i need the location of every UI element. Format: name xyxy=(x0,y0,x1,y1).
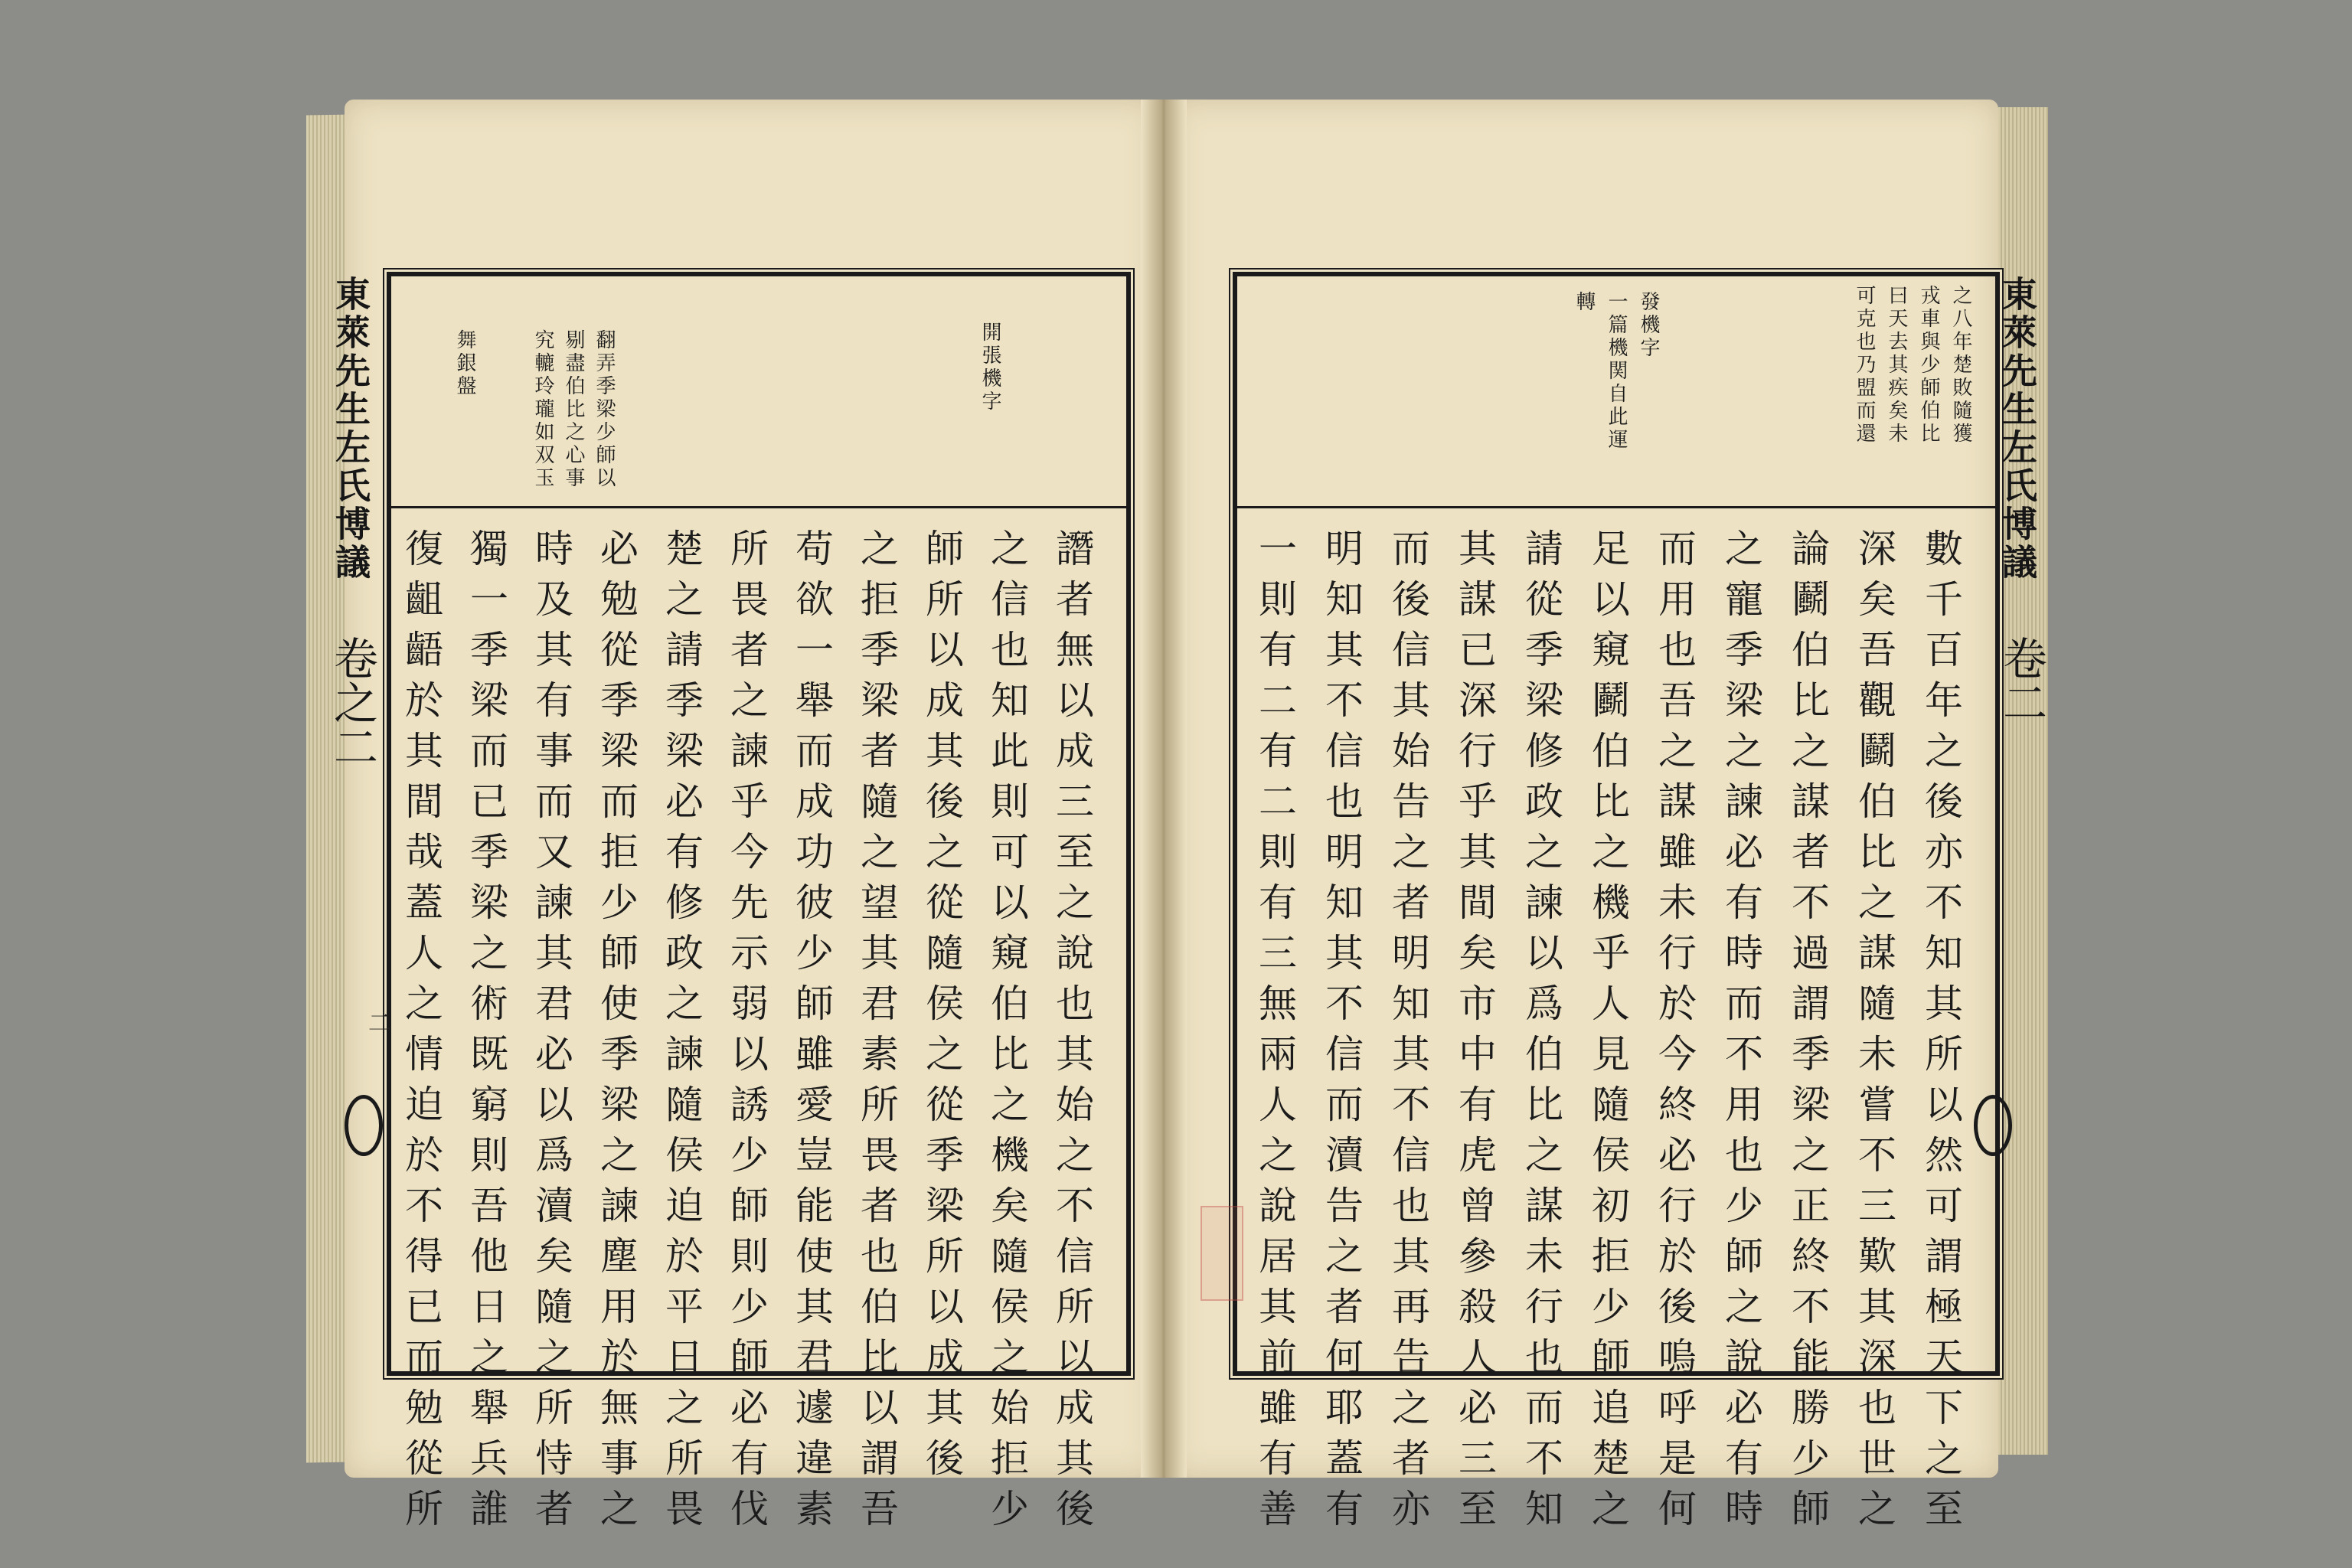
left-margin-title: 東萊先生左氏博議 xyxy=(330,276,371,582)
right-head-note: 之八年楚敗隨獲 xyxy=(1949,285,1972,446)
left-head-note: 究轆玲瓏如双玉 xyxy=(531,329,554,490)
left-text-column: 所畏者之諫乎今先示弱以誘少師則少師必有伐 xyxy=(724,528,769,1539)
right-volume-label: 卷二 xyxy=(1995,635,2047,724)
right-head-note: 曰天去其疾矣未 xyxy=(1885,285,1908,446)
left-text-column: 師所以成其後之從隨侯之從季梁所以成其後 xyxy=(920,528,964,1488)
left-text-column: 之信也知此則可以窺伯比之機矣隨侯之始拒少 xyxy=(985,528,1029,1539)
right-text-column: 而後信其始告之者明知其不信也其再告之者亦 xyxy=(1386,528,1430,1539)
right-text-column: 其謀已深行乎其間矣市中有虎曾參殺人必三至 xyxy=(1452,528,1497,1539)
left-head-note: 開張機字 xyxy=(978,322,1001,413)
right-text-column: 論鬬伯比之謀者不過謂季梁之正終不能勝少師 xyxy=(1785,528,1830,1539)
left-head-rule xyxy=(391,506,1126,508)
left-folio-number: 二 xyxy=(364,1011,390,1034)
right-fishtail-mark xyxy=(1974,1095,2012,1156)
right-head-note: 戎車與少師伯比 xyxy=(1917,285,1940,446)
library-seal-stamp xyxy=(1200,1206,1243,1301)
left-text-column: 楚之請季梁必有修政之諫隨侯迫於平日之所畏 xyxy=(659,528,704,1539)
right-text-column: 明知其不信也明知其不信而瀆告之者何耶蓋有 xyxy=(1319,528,1364,1539)
left-head-note: 舞銀盤 xyxy=(453,329,476,398)
right-text-column: 足以窺鬬伯比之機乎人見隨侯初拒少師追楚之 xyxy=(1586,528,1630,1539)
right-text-column: 之寵季梁之諫必有時而不用也少師之說必有時 xyxy=(1719,528,1763,1539)
right-head-rule xyxy=(1237,506,1995,508)
right-text-column: 而用也吾之謀雖未行於今終必行於後嗚呼是何 xyxy=(1652,528,1697,1539)
book-gutter xyxy=(1141,100,1187,1478)
right-margin-title: 東萊先生左氏博議 xyxy=(1997,276,2038,582)
left-head-note: 剔盡伯比之心事 xyxy=(562,329,585,490)
left-text-column: 時及其有事而又諫其君必以爲瀆矣隨之所恃者 xyxy=(529,528,573,1539)
right-text-column: 一則有二有二則有三無兩人之說居其前雖有善 xyxy=(1253,528,1297,1539)
right-head-note: 一篇機関自此運 xyxy=(1605,291,1628,452)
left-text-column: 必勉從季梁而拒少師使季梁之諫塵用於無事之 xyxy=(594,528,639,1539)
left-text-column: 復齟齬於其間哉蓋人之情迫於不得已而勉從所 xyxy=(399,528,443,1539)
left-volume-label: 卷之二 xyxy=(326,635,378,769)
left-text-column: 之拒季梁者隨之望其君素所畏者也伯比以謂吾 xyxy=(854,528,899,1539)
left-text-column: 譖者無以成三至之說也其始之不信所以成其後 xyxy=(1050,528,1094,1539)
right-head-note: 發機字 xyxy=(1637,291,1660,360)
right-head-note: 可克也乃盟而還 xyxy=(1853,285,1876,446)
left-text-column: 獨一季梁而已季梁之術既窮則吾他日之舉兵誰 xyxy=(464,528,508,1539)
left-text-column: 苟欲一舉而成功彼少師雖愛豈能使其君遽違素 xyxy=(789,528,834,1539)
left-fishtail-mark xyxy=(345,1095,383,1156)
right-text-column: 深矣吾觀鬬伯比之謀隨未嘗不三歎其深也世之 xyxy=(1852,528,1896,1539)
right-text-column: 數千百年之後亦不知其所以然可謂極天下之至 xyxy=(1919,528,1963,1539)
right-head-note: 轉 xyxy=(1573,291,1596,314)
left-head-note: 翻弄季梁少師以 xyxy=(593,329,616,490)
right-text-column: 請從季梁修政之諫以爲伯比之謀未行也而不知 xyxy=(1519,528,1563,1539)
